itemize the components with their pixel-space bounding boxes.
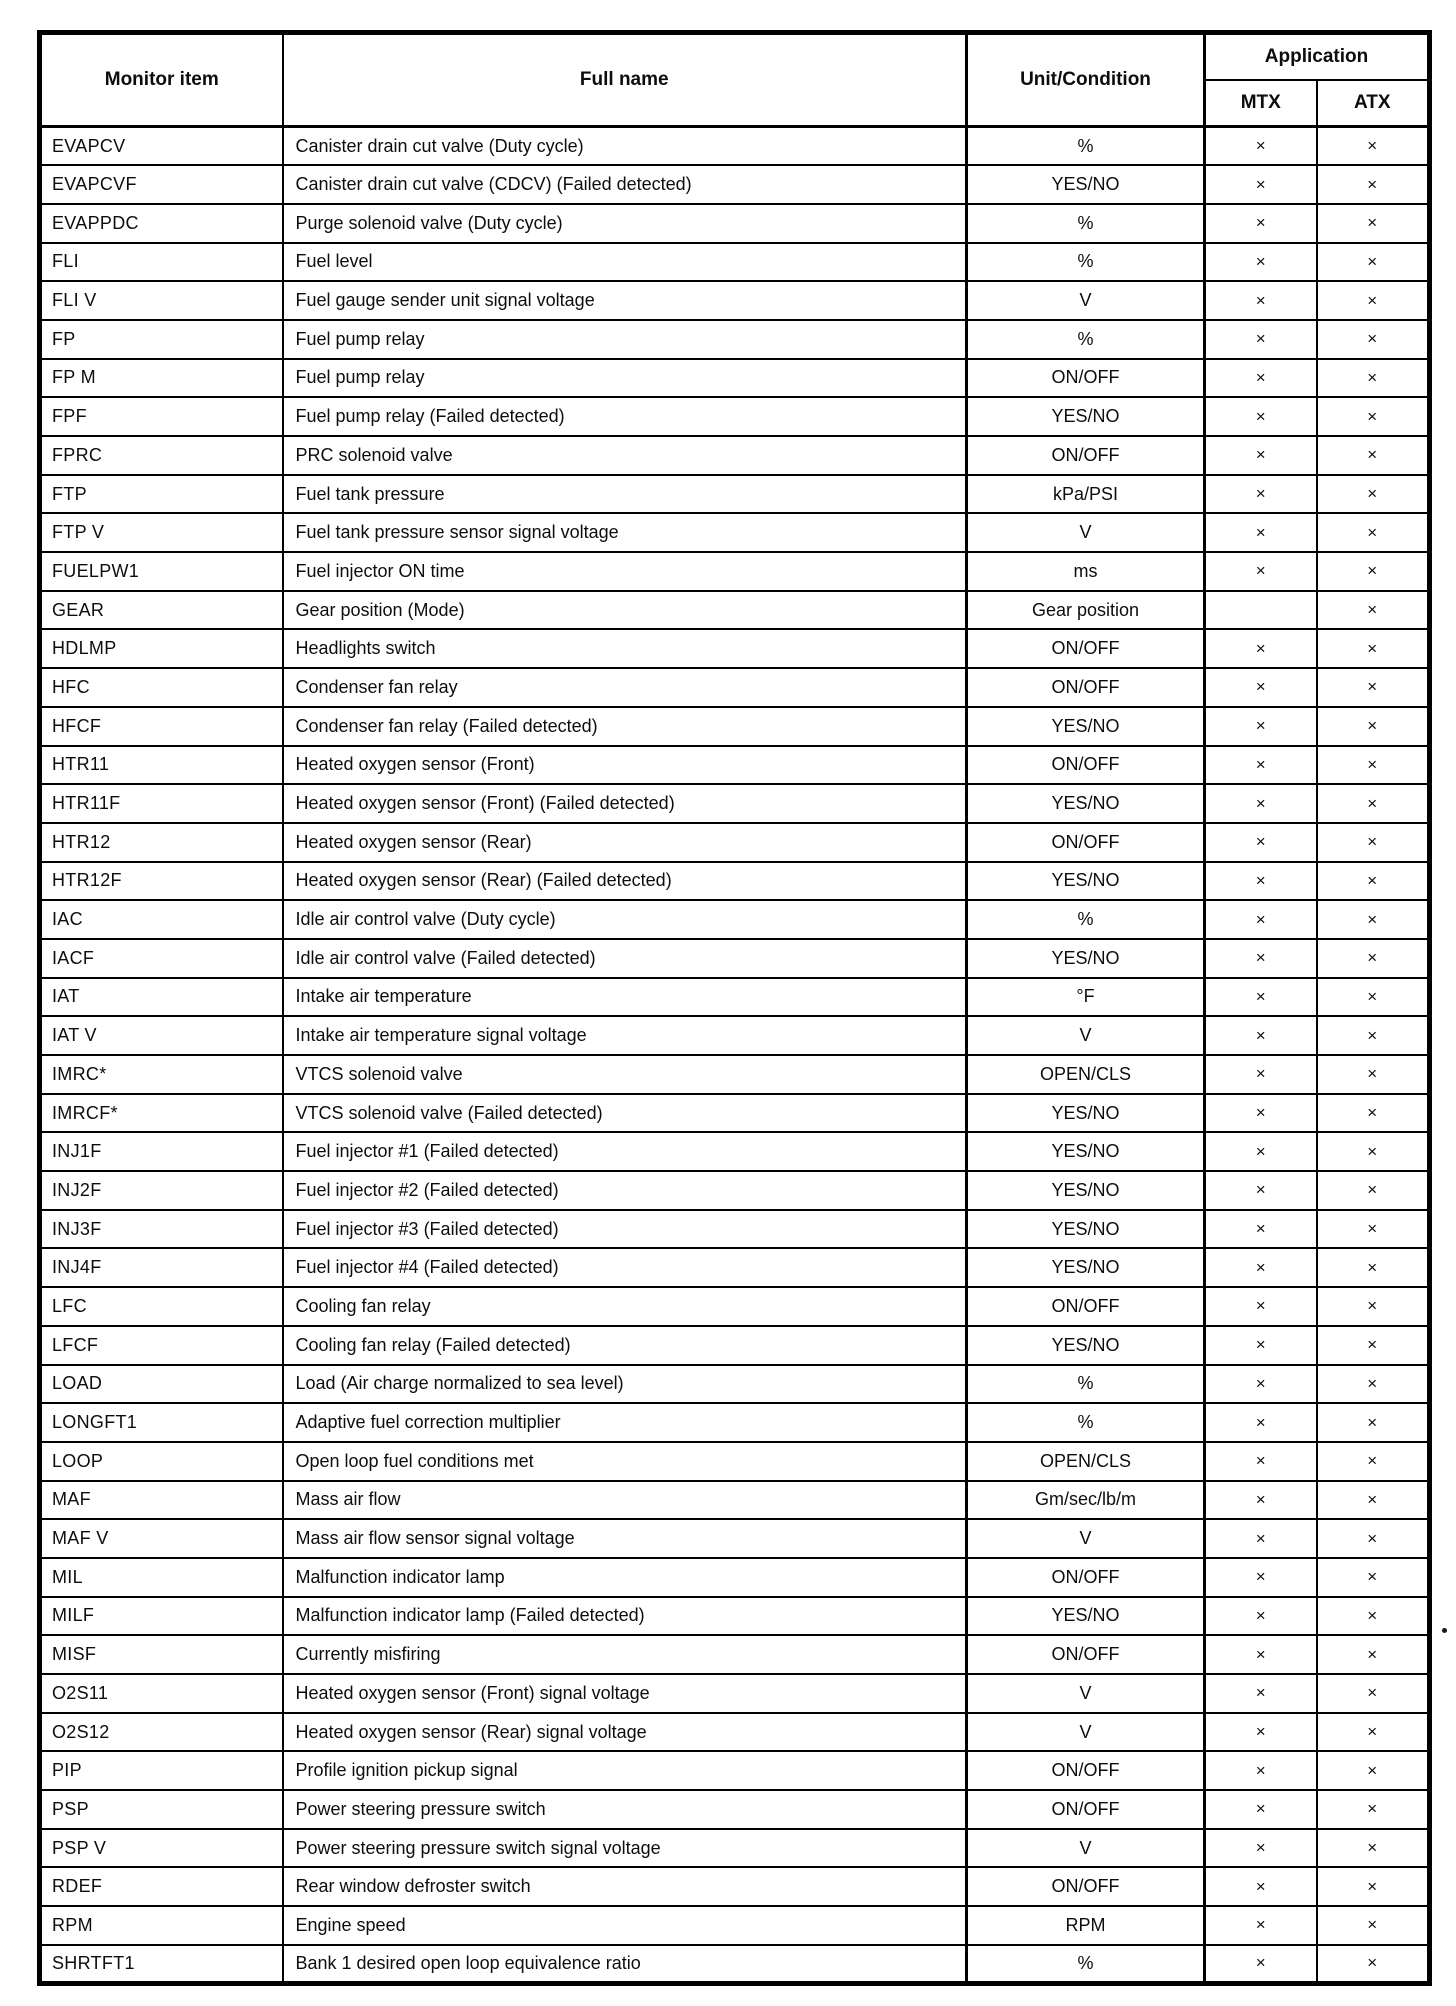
- atx-cell: ×: [1317, 1597, 1430, 1636]
- mtx-cell: ×: [1205, 1365, 1317, 1404]
- monitor-item-cell: LFC: [40, 1287, 283, 1326]
- monitor-item-cell: HFC: [40, 668, 283, 707]
- mtx-cell: ×: [1205, 1945, 1317, 1984]
- mtx-cell: ×: [1205, 1674, 1317, 1713]
- unit-cell: ON/OFF: [967, 359, 1205, 398]
- atx-cell: ×: [1317, 707, 1430, 746]
- table-row: [40, 1558, 1430, 1597]
- full-name-cell: Malfunction indicator lamp: [283, 1558, 967, 1597]
- table-row: [40, 900, 1430, 939]
- atx-cell: ×: [1317, 281, 1430, 320]
- monitor-item-cell: FTP V: [40, 513, 283, 552]
- mtx-cell: ×: [1205, 320, 1317, 359]
- atx-cell: ×: [1317, 1132, 1430, 1171]
- atx-cell: ×: [1317, 1829, 1430, 1868]
- monitor-item-cell: LOOP: [40, 1442, 283, 1481]
- unit-cell: kPa/PSI: [967, 475, 1205, 514]
- atx-cell: ×: [1317, 1674, 1430, 1713]
- unit-cell: YES/NO: [967, 1171, 1205, 1210]
- monitor-item-cell: MILF: [40, 1597, 283, 1636]
- unit-cell: %: [967, 127, 1205, 166]
- table-row: [40, 1790, 1430, 1829]
- atx-cell: ×: [1317, 1481, 1430, 1520]
- unit-cell: YES/NO: [967, 862, 1205, 901]
- full-name-cell: Power steering pressure switch: [283, 1790, 967, 1829]
- atx-cell: ×: [1317, 1519, 1430, 1558]
- full-name-cell: Fuel tank pressure sensor signal voltage: [283, 513, 967, 552]
- mtx-cell: ×: [1205, 1635, 1317, 1674]
- table-row: [40, 359, 1430, 398]
- full-name-cell: Headlights switch: [283, 629, 967, 668]
- monitor-item-cell: O2S12: [40, 1713, 283, 1752]
- table-row: [40, 552, 1430, 591]
- atx-cell: ×: [1317, 1867, 1430, 1906]
- mtx-cell: ×: [1205, 127, 1317, 166]
- full-name-cell: Power steering pressure switch signal voltage: [283, 1829, 967, 1868]
- full-name-cell: Heated oxygen sensor (Rear): [283, 823, 967, 862]
- full-name-cell: Heated oxygen sensor (Front) (Failed detected): [283, 784, 967, 823]
- table-row: [40, 513, 1430, 552]
- mtx-cell: ×: [1205, 784, 1317, 823]
- table-row: [40, 1210, 1430, 1249]
- unit-cell: V: [967, 1519, 1205, 1558]
- mtx-cell: ×: [1205, 1055, 1317, 1094]
- atx-cell: ×: [1317, 823, 1430, 862]
- table-row: [40, 1055, 1430, 1094]
- full-name-cell: Intake air temperature: [283, 978, 967, 1017]
- table-row: [40, 1442, 1430, 1481]
- atx-cell: ×: [1317, 1016, 1430, 1055]
- unit-cell: OPEN/CLS: [967, 1442, 1205, 1481]
- mtx-cell: ×: [1205, 1248, 1317, 1287]
- unit-cell: %: [967, 204, 1205, 243]
- atx-cell: ×: [1317, 1248, 1430, 1287]
- mtx-cell: ×: [1205, 165, 1317, 204]
- full-name-cell: Cooling fan relay (Failed detected): [283, 1326, 967, 1365]
- mtx-cell: ×: [1205, 513, 1317, 552]
- monitor-item-cell: EVAPCV: [40, 127, 283, 166]
- mtx-cell: ×: [1205, 281, 1317, 320]
- header-unit-condition: Unit/Condition: [967, 33, 1205, 127]
- mtx-cell: [1205, 591, 1317, 630]
- atx-cell: ×: [1317, 900, 1430, 939]
- full-name-cell: Bank 1 desired open loop equivalence ratio: [283, 1945, 967, 1984]
- unit-cell: Gear position: [967, 591, 1205, 630]
- table-row: [40, 1481, 1430, 1520]
- atx-cell: ×: [1317, 1326, 1430, 1365]
- mtx-cell: ×: [1205, 862, 1317, 901]
- monitor-item-cell: IMRCF*: [40, 1094, 283, 1133]
- full-name-cell: Engine speed: [283, 1906, 967, 1945]
- monitor-item-cell: LFCF: [40, 1326, 283, 1365]
- unit-cell: %: [967, 1365, 1205, 1404]
- table-row: [40, 475, 1430, 514]
- atx-cell: ×: [1317, 165, 1430, 204]
- unit-cell: %: [967, 1945, 1205, 1984]
- mtx-cell: ×: [1205, 204, 1317, 243]
- atx-cell: ×: [1317, 204, 1430, 243]
- monitor-item-cell: SHRTFT1: [40, 1945, 283, 1984]
- monitor-item-cell: RPM: [40, 1906, 283, 1945]
- unit-cell: YES/NO: [967, 397, 1205, 436]
- monitor-item-cell: FLI: [40, 243, 283, 282]
- atx-cell: ×: [1317, 1171, 1430, 1210]
- atx-cell: ×: [1317, 668, 1430, 707]
- unit-cell: ON/OFF: [967, 1790, 1205, 1829]
- full-name-cell: Profile ignition pickup signal: [283, 1751, 967, 1790]
- full-name-cell: Open loop fuel conditions met: [283, 1442, 967, 1481]
- table-row: [40, 1403, 1430, 1442]
- full-name-cell: PRC solenoid valve: [283, 436, 967, 475]
- monitor-item-cell: EVAPCVF: [40, 165, 283, 204]
- atx-cell: ×: [1317, 939, 1430, 978]
- unit-cell: RPM: [967, 1906, 1205, 1945]
- monitor-item-cell: GEAR: [40, 591, 283, 630]
- mtx-cell: ×: [1205, 978, 1317, 1017]
- mtx-cell: ×: [1205, 1326, 1317, 1365]
- mtx-cell: ×: [1205, 397, 1317, 436]
- mtx-cell: ×: [1205, 668, 1317, 707]
- full-name-cell: Fuel pump relay (Failed detected): [283, 397, 967, 436]
- unit-cell: ON/OFF: [967, 436, 1205, 475]
- unit-cell: V: [967, 281, 1205, 320]
- mtx-cell: ×: [1205, 1287, 1317, 1326]
- unit-cell: ON/OFF: [967, 629, 1205, 668]
- atx-cell: ×: [1317, 1365, 1430, 1404]
- table-row: [40, 1867, 1430, 1906]
- full-name-cell: Mass air flow sensor signal voltage: [283, 1519, 967, 1558]
- unit-cell: ON/OFF: [967, 1867, 1205, 1906]
- full-name-cell: Fuel pump relay: [283, 359, 967, 398]
- header-monitor-item: Monitor item: [40, 33, 283, 127]
- monitor-item-cell: FP: [40, 320, 283, 359]
- mtx-cell: ×: [1205, 823, 1317, 862]
- unit-cell: YES/NO: [967, 1210, 1205, 1249]
- atx-cell: ×: [1317, 1442, 1430, 1481]
- atx-cell: ×: [1317, 1751, 1430, 1790]
- unit-cell: YES/NO: [967, 1132, 1205, 1171]
- atx-cell: ×: [1317, 1094, 1430, 1133]
- monitor-item-cell: IACF: [40, 939, 283, 978]
- unit-cell: ON/OFF: [967, 746, 1205, 785]
- full-name-cell: Intake air temperature signal voltage: [283, 1016, 967, 1055]
- scan-speck: [1442, 1628, 1447, 1633]
- monitor-item-cell: INJ1F: [40, 1132, 283, 1171]
- full-name-cell: Load (Air charge normalized to sea level): [283, 1365, 967, 1404]
- mtx-cell: ×: [1205, 1481, 1317, 1520]
- mtx-cell: ×: [1205, 707, 1317, 746]
- mtx-cell: ×: [1205, 1751, 1317, 1790]
- full-name-cell: Heated oxygen sensor (Rear) signal voltage: [283, 1713, 967, 1752]
- full-name-cell: Fuel injector ON time: [283, 552, 967, 591]
- unit-cell: V: [967, 513, 1205, 552]
- table-row: [40, 1945, 1430, 1984]
- table-row: [40, 204, 1430, 243]
- full-name-cell: Fuel injector #3 (Failed detected): [283, 1210, 967, 1249]
- atx-cell: ×: [1317, 591, 1430, 630]
- full-name-cell: Fuel injector #2 (Failed detected): [283, 1171, 967, 1210]
- table-header: [40, 33, 1430, 127]
- full-name-cell: VTCS solenoid valve (Failed detected): [283, 1094, 967, 1133]
- atx-cell: ×: [1317, 243, 1430, 282]
- unit-cell: V: [967, 1016, 1205, 1055]
- unit-cell: ON/OFF: [967, 668, 1205, 707]
- table-row: [40, 165, 1430, 204]
- monitor-item-cell: HDLMP: [40, 629, 283, 668]
- full-name-cell: Gear position (Mode): [283, 591, 967, 630]
- unit-cell: V: [967, 1713, 1205, 1752]
- monitor-item-cell: HTR12F: [40, 862, 283, 901]
- full-name-cell: Fuel pump relay: [283, 320, 967, 359]
- full-name-cell: Idle air control valve (Failed detected): [283, 939, 967, 978]
- atx-cell: ×: [1317, 978, 1430, 1017]
- unit-cell: ms: [967, 552, 1205, 591]
- atx-cell: ×: [1317, 629, 1430, 668]
- mtx-cell: ×: [1205, 1403, 1317, 1442]
- full-name-cell: VTCS solenoid valve: [283, 1055, 967, 1094]
- monitor-item-cell: PSP: [40, 1790, 283, 1829]
- table-row: [40, 668, 1430, 707]
- monitor-item-cell: PSP V: [40, 1829, 283, 1868]
- full-name-cell: Currently misfiring: [283, 1635, 967, 1674]
- table-row: [40, 1519, 1430, 1558]
- atx-cell: ×: [1317, 1635, 1430, 1674]
- table-row: [40, 1635, 1430, 1674]
- unit-cell: V: [967, 1829, 1205, 1868]
- full-name-cell: Canister drain cut valve (Duty cycle): [283, 127, 967, 166]
- monitor-item-cell: HTR11: [40, 746, 283, 785]
- mtx-cell: ×: [1205, 1829, 1317, 1868]
- unit-cell: OPEN/CLS: [967, 1055, 1205, 1094]
- atx-cell: ×: [1317, 1055, 1430, 1094]
- monitor-item-cell: INJ2F: [40, 1171, 283, 1210]
- table-row: [40, 1713, 1430, 1752]
- table-row: [40, 1094, 1430, 1133]
- monitor-item-cell: FPF: [40, 397, 283, 436]
- table-row: [40, 1597, 1430, 1636]
- monitor-item-cell: MIL: [40, 1558, 283, 1597]
- full-name-cell: Canister drain cut valve (CDCV) (Failed detected): [283, 165, 967, 204]
- table-row: [40, 784, 1430, 823]
- full-name-cell: Adaptive fuel correction multiplier: [283, 1403, 967, 1442]
- full-name-cell: Heated oxygen sensor (Rear) (Failed detected): [283, 862, 967, 901]
- unit-cell: YES/NO: [967, 939, 1205, 978]
- unit-cell: %: [967, 243, 1205, 282]
- unit-cell: YES/NO: [967, 1597, 1205, 1636]
- monitor-item-table: [37, 30, 1432, 1986]
- atx-cell: ×: [1317, 1558, 1430, 1597]
- header-mtx: MTX: [1205, 80, 1317, 127]
- monitor-item-cell: FUELPW1: [40, 552, 283, 591]
- mtx-cell: ×: [1205, 1016, 1317, 1055]
- monitor-item-cell: HTR12: [40, 823, 283, 862]
- mtx-cell: ×: [1205, 1597, 1317, 1636]
- table-row: [40, 823, 1430, 862]
- table-row: [40, 281, 1430, 320]
- unit-cell: ON/OFF: [967, 1635, 1205, 1674]
- mtx-cell: ×: [1205, 1442, 1317, 1481]
- mtx-cell: ×: [1205, 1210, 1317, 1249]
- full-name-cell: Mass air flow: [283, 1481, 967, 1520]
- table-row: [40, 1906, 1430, 1945]
- mtx-cell: ×: [1205, 746, 1317, 785]
- unit-cell: YES/NO: [967, 1094, 1205, 1133]
- unit-cell: °F: [967, 978, 1205, 1017]
- table-row: [40, 436, 1430, 475]
- unit-cell: YES/NO: [967, 784, 1205, 823]
- table-row: [40, 707, 1430, 746]
- mtx-cell: ×: [1205, 1790, 1317, 1829]
- table-row: [40, 862, 1430, 901]
- monitor-item-cell: FPRC: [40, 436, 283, 475]
- table-row: [40, 746, 1430, 785]
- monitor-item-cell: HFCF: [40, 707, 283, 746]
- atx-cell: ×: [1317, 1210, 1430, 1249]
- monitor-item-cell: RDEF: [40, 1867, 283, 1906]
- unit-cell: YES/NO: [967, 1326, 1205, 1365]
- monitor-item-cell: IMRC*: [40, 1055, 283, 1094]
- mtx-cell: ×: [1205, 1558, 1317, 1597]
- full-name-cell: Heated oxygen sensor (Front): [283, 746, 967, 785]
- atx-cell: ×: [1317, 397, 1430, 436]
- unit-cell: %: [967, 1403, 1205, 1442]
- table-row: [40, 629, 1430, 668]
- full-name-cell: Fuel gauge sender unit signal voltage: [283, 281, 967, 320]
- table-body: [40, 127, 1430, 1984]
- monitor-item-cell: LONGFT1: [40, 1403, 283, 1442]
- mtx-cell: ×: [1205, 243, 1317, 282]
- table-row: [40, 397, 1430, 436]
- mtx-cell: ×: [1205, 1519, 1317, 1558]
- table-row: [40, 1248, 1430, 1287]
- monitor-item-cell: MAF V: [40, 1519, 283, 1558]
- full-name-cell: Fuel injector #4 (Failed detected): [283, 1248, 967, 1287]
- full-name-cell: Condenser fan relay (Failed detected): [283, 707, 967, 746]
- unit-cell: %: [967, 900, 1205, 939]
- table-row: [40, 320, 1430, 359]
- header-full-name: Full name: [283, 33, 967, 127]
- header-application: Application: [1205, 33, 1430, 81]
- monitor-item-cell: O2S11: [40, 1674, 283, 1713]
- mtx-cell: ×: [1205, 1171, 1317, 1210]
- full-name-cell: Fuel level: [283, 243, 967, 282]
- table-row: [40, 1132, 1430, 1171]
- monitor-item-cell: LOAD: [40, 1365, 283, 1404]
- mtx-cell: ×: [1205, 436, 1317, 475]
- full-name-cell: Idle air control valve (Duty cycle): [283, 900, 967, 939]
- table-row: [40, 127, 1430, 166]
- full-name-cell: Condenser fan relay: [283, 668, 967, 707]
- atx-cell: ×: [1317, 436, 1430, 475]
- full-name-cell: Rear window defroster switch: [283, 1867, 967, 1906]
- unit-cell: ON/OFF: [967, 1287, 1205, 1326]
- unit-cell: YES/NO: [967, 1248, 1205, 1287]
- mtx-cell: ×: [1205, 359, 1317, 398]
- full-name-cell: Fuel injector #1 (Failed detected): [283, 1132, 967, 1171]
- full-name-cell: Purge solenoid valve (Duty cycle): [283, 204, 967, 243]
- full-name-cell: Heated oxygen sensor (Front) signal voltage: [283, 1674, 967, 1713]
- atx-cell: ×: [1317, 513, 1430, 552]
- atx-cell: ×: [1317, 1287, 1430, 1326]
- table-row: [40, 978, 1430, 1017]
- table-row: [40, 1287, 1430, 1326]
- unit-cell: V: [967, 1674, 1205, 1713]
- full-name-cell: Fuel tank pressure: [283, 475, 967, 514]
- monitor-item-cell: MISF: [40, 1635, 283, 1674]
- unit-cell: ON/OFF: [967, 1558, 1205, 1597]
- unit-cell: YES/NO: [967, 165, 1205, 204]
- atx-cell: ×: [1317, 746, 1430, 785]
- atx-cell: ×: [1317, 862, 1430, 901]
- atx-cell: ×: [1317, 320, 1430, 359]
- mtx-cell: ×: [1205, 900, 1317, 939]
- mtx-cell: ×: [1205, 475, 1317, 514]
- monitor-item-cell: FP M: [40, 359, 283, 398]
- monitor-item-cell: INJ3F: [40, 1210, 283, 1249]
- table-row: [40, 243, 1430, 282]
- atx-cell: ×: [1317, 1906, 1430, 1945]
- atx-cell: ×: [1317, 1790, 1430, 1829]
- table-row: [40, 1171, 1430, 1210]
- atx-cell: ×: [1317, 552, 1430, 591]
- monitor-item-cell: INJ4F: [40, 1248, 283, 1287]
- unit-cell: %: [967, 320, 1205, 359]
- monitor-item-cell: FLI V: [40, 281, 283, 320]
- atx-cell: ×: [1317, 1403, 1430, 1442]
- unit-cell: ON/OFF: [967, 823, 1205, 862]
- mtx-cell: ×: [1205, 1906, 1317, 1945]
- mtx-cell: ×: [1205, 552, 1317, 591]
- unit-cell: ON/OFF: [967, 1751, 1205, 1790]
- monitor-item-cell: HTR11F: [40, 784, 283, 823]
- table-row: [40, 1829, 1430, 1868]
- monitor-item-cell: FTP: [40, 475, 283, 514]
- atx-cell: ×: [1317, 475, 1430, 514]
- monitor-item-cell: IAT V: [40, 1016, 283, 1055]
- unit-cell: Gm/sec/lb/m: [967, 1481, 1205, 1520]
- monitor-item-cell: PIP: [40, 1751, 283, 1790]
- monitor-item-cell: IAT: [40, 978, 283, 1017]
- full-name-cell: Malfunction indicator lamp (Failed detected): [283, 1597, 967, 1636]
- full-name-cell: Cooling fan relay: [283, 1287, 967, 1326]
- mtx-cell: ×: [1205, 1713, 1317, 1752]
- table-row: [40, 1674, 1430, 1713]
- monitor-item-cell: MAF: [40, 1481, 283, 1520]
- mtx-cell: ×: [1205, 629, 1317, 668]
- table-row: [40, 939, 1430, 978]
- table-row: [40, 1326, 1430, 1365]
- mtx-cell: ×: [1205, 1094, 1317, 1133]
- header-atx: ATX: [1317, 80, 1430, 127]
- table-row: [40, 1751, 1430, 1790]
- table-row: [40, 591, 1430, 630]
- mtx-cell: ×: [1205, 939, 1317, 978]
- mtx-cell: ×: [1205, 1132, 1317, 1171]
- mtx-cell: ×: [1205, 1867, 1317, 1906]
- atx-cell: ×: [1317, 1945, 1430, 1984]
- table-row: [40, 1365, 1430, 1404]
- atx-cell: ×: [1317, 127, 1430, 166]
- atx-cell: ×: [1317, 1713, 1430, 1752]
- atx-cell: ×: [1317, 359, 1430, 398]
- monitor-item-cell: IAC: [40, 900, 283, 939]
- atx-cell: ×: [1317, 784, 1430, 823]
- monitor-item-cell: EVAPPDC: [40, 204, 283, 243]
- unit-cell: YES/NO: [967, 707, 1205, 746]
- table-row: [40, 1016, 1430, 1055]
